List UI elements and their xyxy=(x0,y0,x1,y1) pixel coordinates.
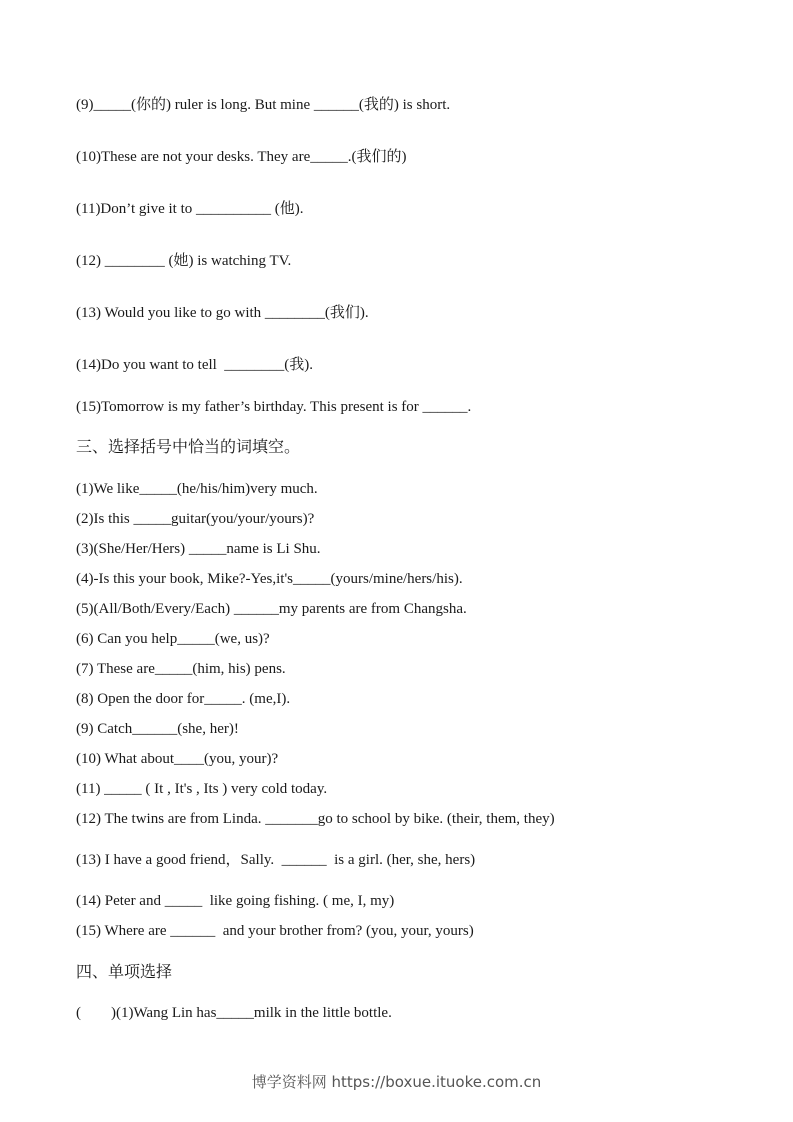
question-line: (11)Don’t give it to __________ (他). xyxy=(76,201,304,217)
question-line: (15) Where are ______ and your brother from? (you, your, yours) xyxy=(76,923,474,939)
question-line: (13) I have a good friend，Sally. ______ is a girl. (her, she, hers) xyxy=(76,852,476,868)
question-line: (1)We like_____(he/his/him)very much. xyxy=(76,481,318,497)
question-line: (12) The twins are from Linda. _______go to school by bike. (their, them, they) xyxy=(76,811,555,827)
question-line: (6) Can you help_____(we, us)? xyxy=(76,631,270,647)
question-line: (14)Do you want to tell ________(我). xyxy=(76,357,314,373)
question-line: (4)-Is this your book, Mike?-Yes,it's_____(yours/mine/hers/his). xyxy=(76,571,463,587)
question-line: (15)Tomorrow is my father’s birthday. This present is for ______. xyxy=(76,399,472,415)
question-line: (14) Peter and _____ like going fishing. ( me, I, my) xyxy=(76,893,395,909)
section-heading: 三、选择括号中恰当的词填空。 xyxy=(76,437,301,456)
section-heading: 四、单项选择 xyxy=(76,962,173,981)
footer-watermark: 博学资料网 https://boxue.ituoke.com.cn xyxy=(251,1073,542,1091)
question-line: (2)Is this _____guitar(you/your/yours)? xyxy=(76,511,315,527)
question-line: (8) Open the door for_____. (me,I). xyxy=(76,691,291,707)
question-line: (7) These are_____(him, his) pens. xyxy=(76,661,286,677)
question-line: (12) ________ (她) is watching TV. xyxy=(76,253,292,269)
question-line: (11) _____ ( It , It's , Its ) very cold today. xyxy=(76,781,328,797)
question-line: (10) What about____(you, your)? xyxy=(76,751,279,767)
question-line: (9) Catch______(she, her)! xyxy=(76,721,239,737)
question-line: (3)(She/Her/Hers) _____name is Li Shu. xyxy=(76,541,321,557)
question-line: (13) Would you like to go with ________(我们). xyxy=(76,305,369,321)
question-line: ( )(1)Wang Lin has_____milk in the little bottle. xyxy=(76,1005,392,1021)
question-line: (9)_____(你的) ruler is long. But mine ______(我的) is short. xyxy=(76,97,451,113)
question-line: (5)(All/Both/Every/Each) ______my parents are from Changsha. xyxy=(76,601,467,617)
question-line: (10)These are not your desks. They are_____.(我们的) xyxy=(76,149,407,165)
